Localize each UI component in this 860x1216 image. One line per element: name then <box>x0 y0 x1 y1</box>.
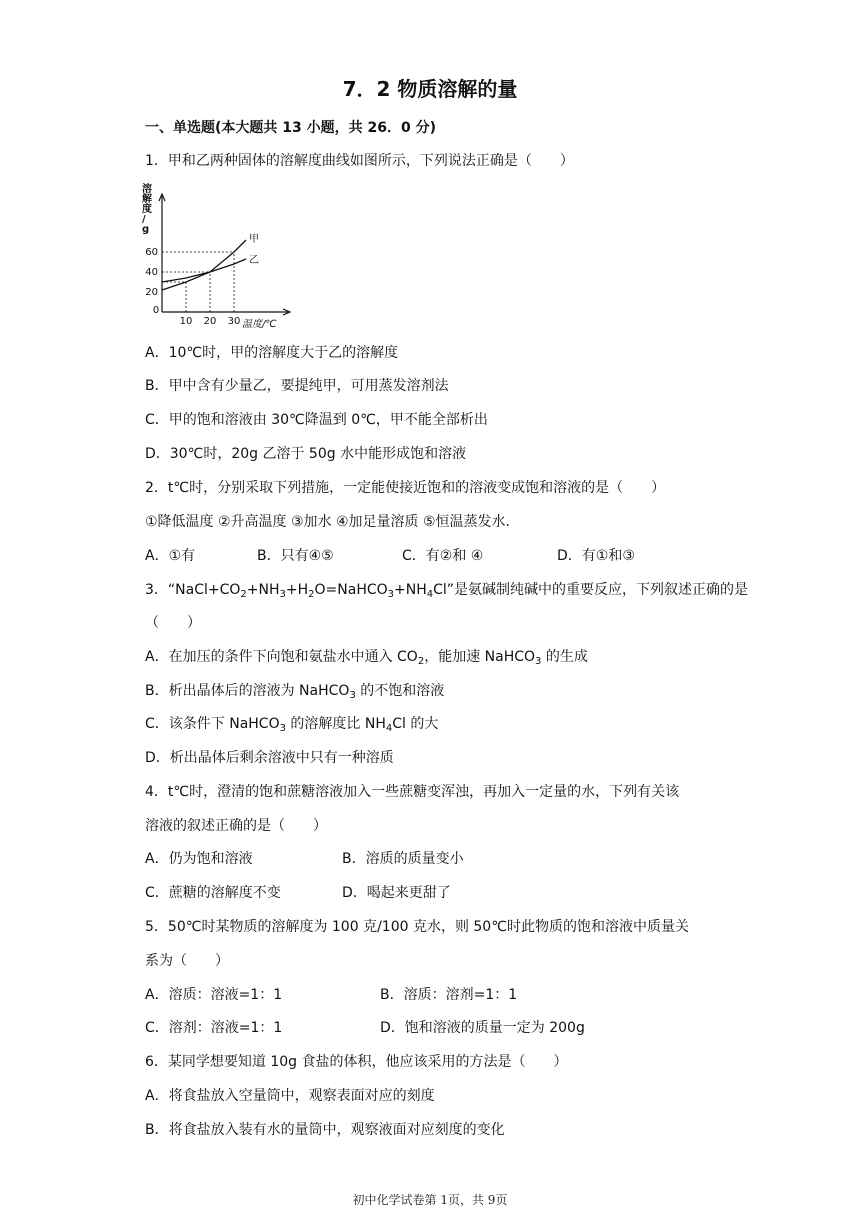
q6-stem: 6．某同学想要知道 10g 食盐的体积，他应该采用的方法是（ ） <box>145 1054 568 1070</box>
q3-option-d: D．析出晶体后剩余溶液中只有一种溶质 <box>145 750 394 766</box>
y-tick-label: 20 <box>145 287 158 298</box>
page-title: 7．2 物质溶解的量 <box>342 77 518 101</box>
x-tick-label: 10 <box>179 316 193 327</box>
q2-option-c: C．有②和 ④ <box>402 548 484 564</box>
q2-option-b: B．只有④⑤ <box>257 548 334 564</box>
q5-option-d: D．饱和溶液的质量一定为 200g <box>380 1020 585 1036</box>
q4-option-b: B．溶质的质量变小 <box>342 851 464 867</box>
x-axis-label: 温度/℃ <box>242 319 277 330</box>
q5-option-a: A．溶质：溶液=1：1 <box>145 987 283 1003</box>
q5-option-c: C．溶剂：溶液=1：1 <box>145 1020 283 1036</box>
q5-stem-line2: 系为（ ） <box>145 953 229 969</box>
q1-option-c: C．甲的饱和溶液由 30℃降温到 0℃，甲不能全部析出 <box>145 412 488 428</box>
q3-stem-line2: （ ） <box>145 615 201 631</box>
q2-items: ①降低温度 ②升高温度 ③加水 ④加足量溶质 ⑤恒温蒸发水. <box>145 514 511 530</box>
q1-stem: 1．甲和乙两种固体的溶解度曲线如图所示，下列说法正确是（ ） <box>145 153 574 169</box>
q3-stem: 3．“$NaCl+CO_2+NH_3+H_2O=NaHCO_3+NH_4Cl$”是氨碱制纯碱中的重要反应，下列叙述正确的是 <box>145 582 749 600</box>
series-line-2 <box>162 259 246 282</box>
q4-option-a: A．仍为饱和溶液 <box>145 851 253 867</box>
q2-stem: 2．t℃时，分别采取下列措施，一定能使接近饱和的溶液变成饱和溶液的是（ ） <box>145 480 666 496</box>
chart-lines <box>162 240 246 290</box>
q4-option-c: C．蔗糖的溶解度不变 <box>145 885 281 901</box>
q2-option-d: D．有①和③ <box>557 548 635 564</box>
y-axis-label: 溶解度/ g <box>142 184 152 235</box>
q3-option-b: B．析出晶体后的溶液为 NaHCO$_3$ 的不饱和溶液 <box>145 683 445 701</box>
chart-axes <box>159 194 290 315</box>
series-label-1: 甲 <box>249 234 259 245</box>
q6-option-b: B．将食盐放入装有水的量筒中，观察液面对应刻度的变化 <box>145 1122 505 1138</box>
q1-option-b: B．甲中含有少量乙，要提纯甲，可用蒸发溶剂法 <box>145 378 449 394</box>
solubility-chart <box>140 182 300 332</box>
q3-option-c: C．该条件下 NaHCO$_3$ 的溶解度比 $NH_4Cl$ 的大 <box>145 716 439 734</box>
q4-stem-line1: 4．t℃时，澄清的饱和蔗糖溶液加入一些蔗糖变浑浊，再加入一定量的水，下列有关该 <box>145 784 680 800</box>
q2-option-a: A．①有 <box>145 548 196 564</box>
q5-option-b: B．溶质：溶剂=1：1 <box>380 987 518 1003</box>
q5-stem-line1: 5．50℃时某物质的溶解度为 100 克/100 克水，则 50℃时此物质的饱和溶液中质量关 <box>145 919 689 935</box>
q4-stem-line2: 溶液的叙述正确的是（ ） <box>145 818 327 834</box>
q3-option-a: A．在加压的条件下向饱和氨盐水中通入 $CO_2$，能加速 NaHCO$_3$ 的生成 <box>145 649 588 667</box>
x-tick-label: 0 <box>152 305 160 316</box>
section-heading: 一、单选题(本大题共 13 小题，共 26．0 分) <box>145 120 436 136</box>
y-tick-label: 60 <box>145 247 158 258</box>
q4-option-d: D．喝起来更甜了 <box>342 885 451 901</box>
series-label-2: 乙 <box>249 255 259 266</box>
q1-option-a: A．10℃时，甲的溶解度大于乙的溶解度 <box>145 345 399 361</box>
y-tick-label: 40 <box>145 267 158 278</box>
page-footer: 初中化学试卷第 1页，共 9页 <box>352 1193 508 1207</box>
q1-option-d: D．30℃时，20g 乙溶于 50g 水中能形成饱和溶液 <box>145 446 467 462</box>
q6-option-a: A．将食盐放入空量筒中，观察表面对应的刻度 <box>145 1088 435 1104</box>
x-tick-label: 20 <box>203 316 217 327</box>
x-tick-label: 30 <box>227 316 241 327</box>
series-line-1 <box>162 240 246 290</box>
